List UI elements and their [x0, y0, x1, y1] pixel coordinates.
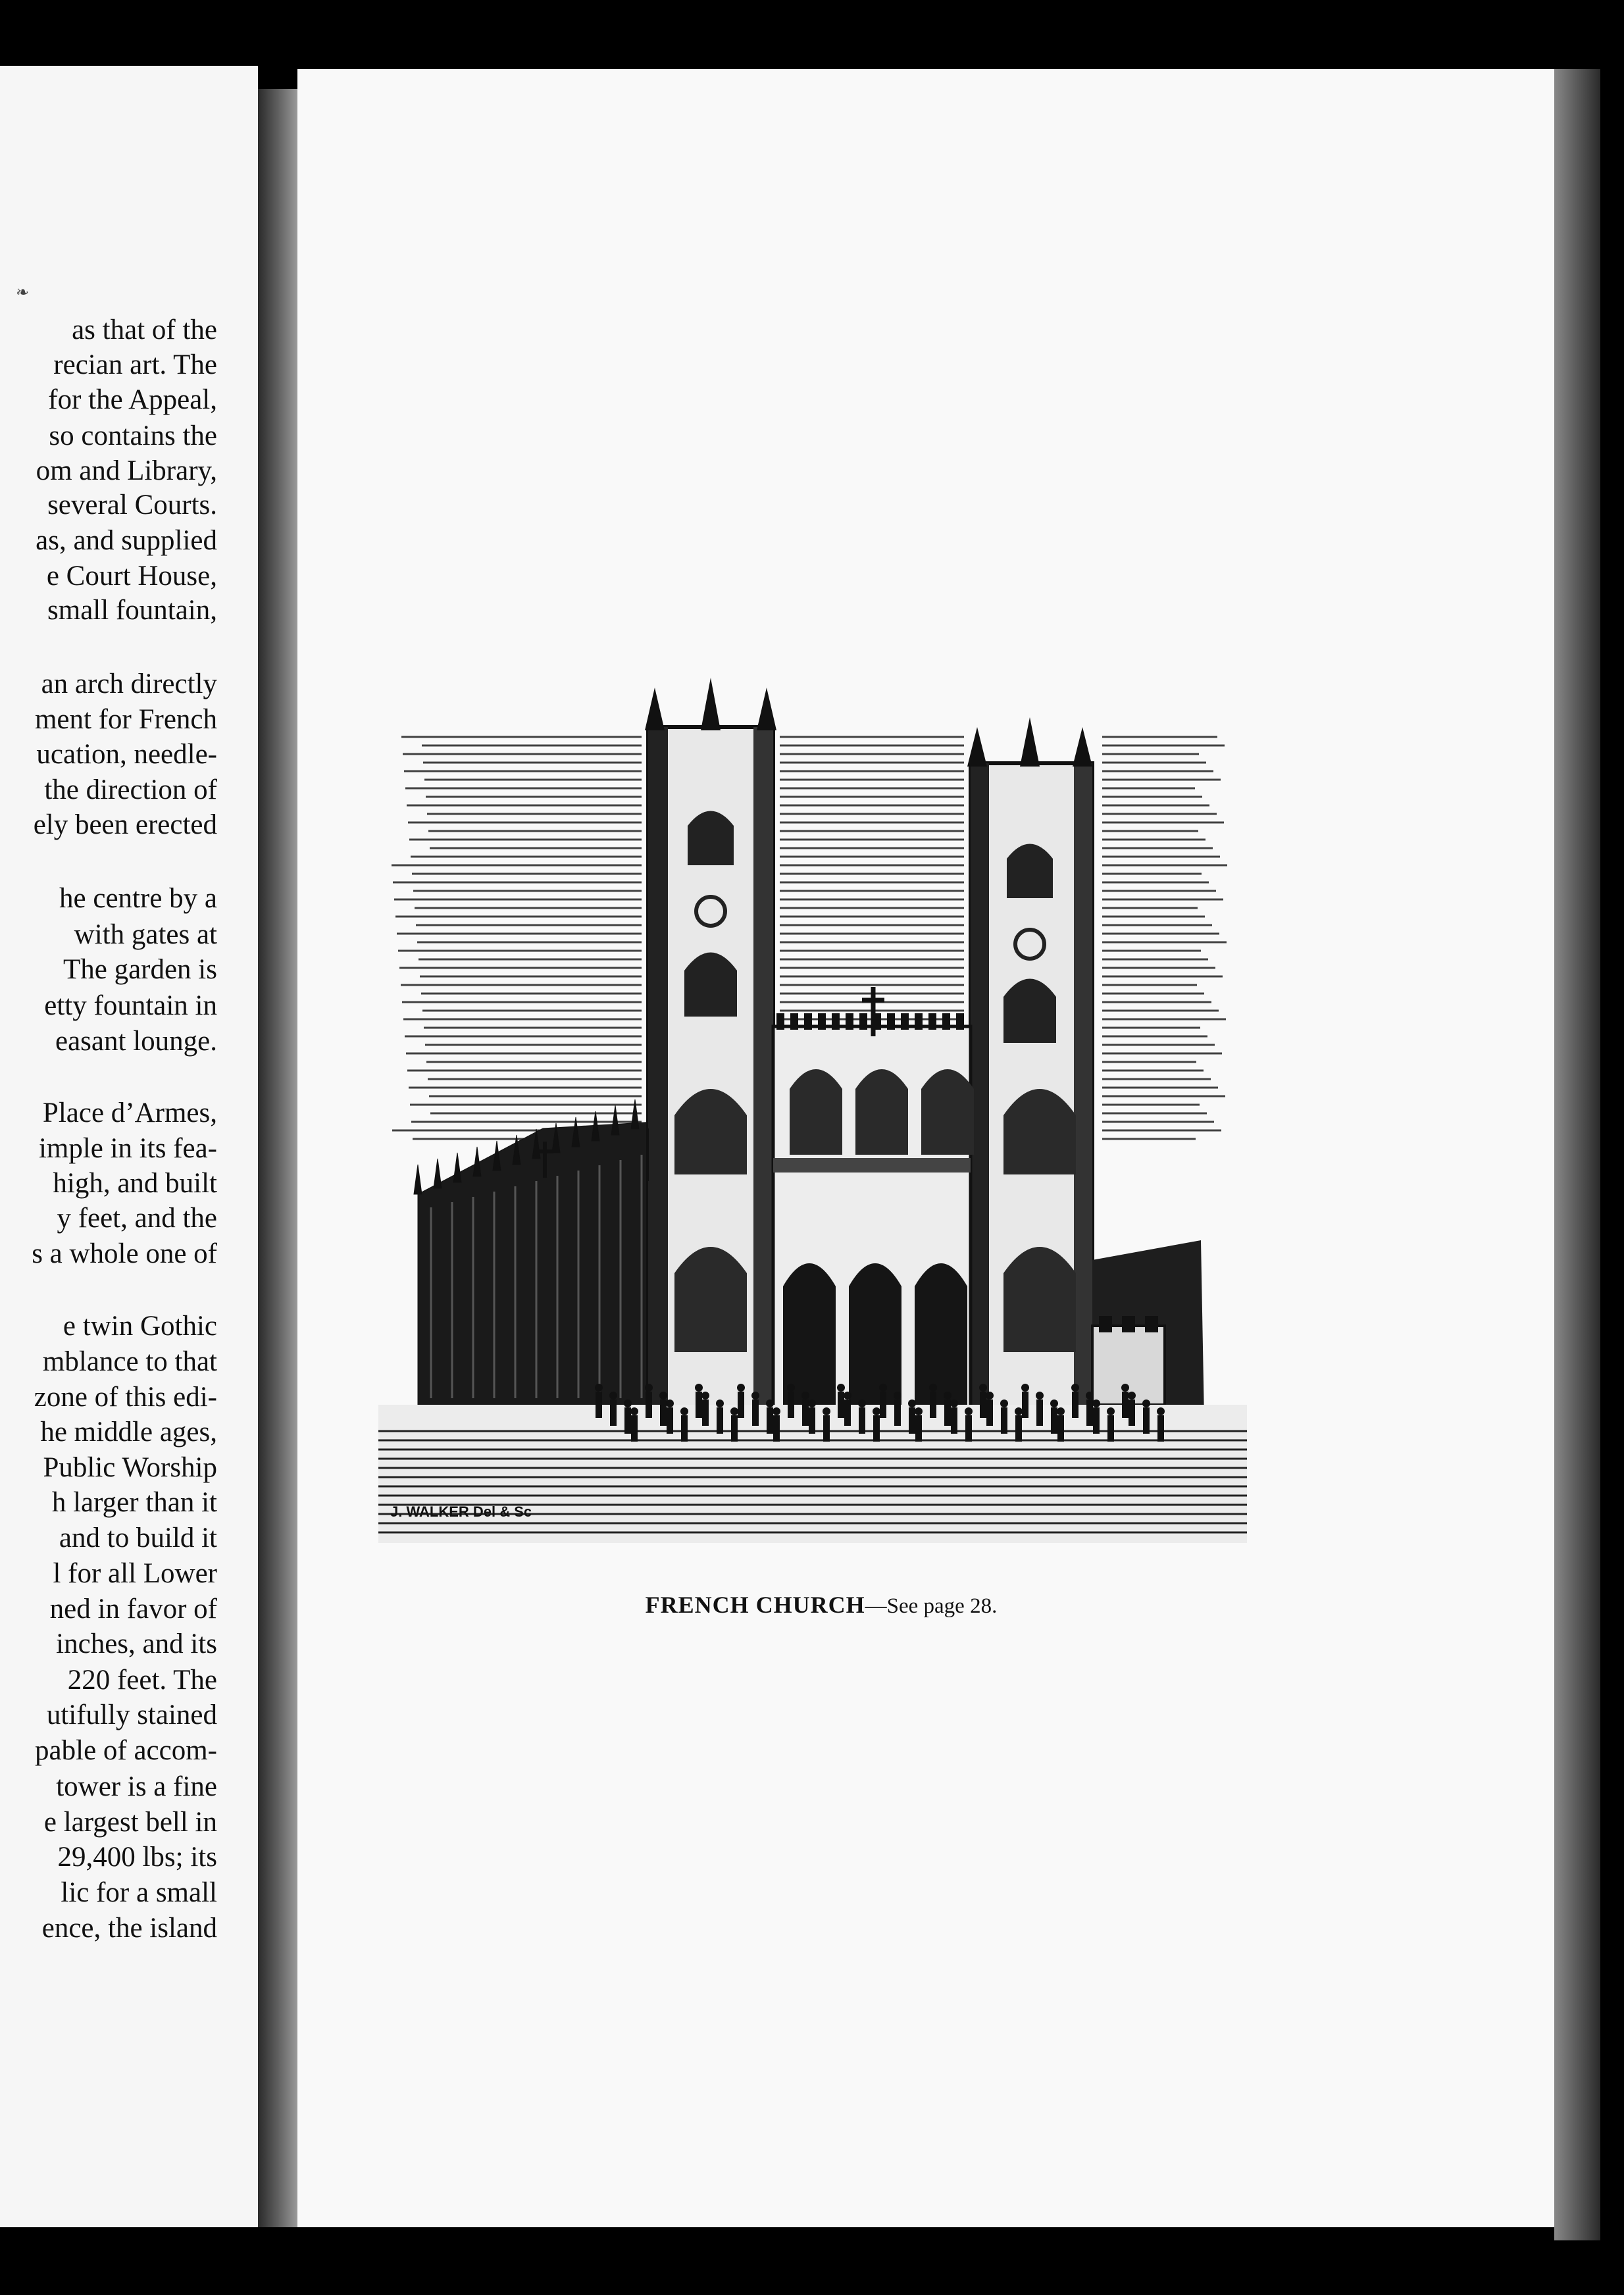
left-page-line: he centre by a: [59, 883, 217, 914]
left-page-line: easant lounge.: [55, 1026, 217, 1057]
left-page-line: Public Worship: [43, 1452, 217, 1483]
left-page-line: recian art. The: [53, 349, 217, 380]
left-page-line: y feet, and the: [57, 1203, 217, 1234]
caption-title: FRENCH CHURCH: [645, 1592, 865, 1618]
left-page-line: and to build it: [59, 1523, 217, 1553]
left-page-line: an arch directly: [41, 668, 217, 699]
left-page-line: so contains the: [49, 420, 217, 451]
page-edge-shadow: [1554, 69, 1600, 2240]
left-page-line: 220 feet. The: [67, 1665, 217, 1696]
right-annex: [1092, 1240, 1204, 1418]
left-page-line: tower is a fine: [56, 1771, 217, 1802]
illustration-caption: [624, 1591, 1019, 1619]
left-page-line: om and Library,: [36, 455, 217, 486]
left-page-line: s a whole one of: [32, 1238, 217, 1269]
left-page-line: etty fountain in: [44, 990, 217, 1021]
left-page-line: ely been erected: [33, 809, 217, 840]
left-page-line: for the Appeal,: [48, 384, 217, 415]
left-page-line: with gates at: [74, 919, 217, 950]
left-page: [0, 66, 258, 2227]
left-page-line: as that of the: [72, 315, 217, 345]
left-page-line: inches, and its: [56, 1628, 217, 1659]
book-gutter: [258, 89, 297, 2227]
left-page-line: mblance to that: [42, 1346, 217, 1377]
left-page-line: h larger than it: [51, 1487, 217, 1518]
left-page-line: utifully stained: [46, 1700, 217, 1730]
left-page-line: several Courts.: [47, 490, 217, 520]
left-page-line: zone of this edi-: [34, 1382, 217, 1413]
caption-page-reference: —See page 28.: [865, 1594, 998, 1618]
left-page-line: pable of accom-: [35, 1735, 217, 1766]
ornament-mark: ❧: [16, 283, 30, 301]
left-page-line: small fountain,: [47, 595, 217, 626]
left-page-line: e largest bell in: [43, 1807, 217, 1838]
left-page-line: Place d’Armes,: [42, 1097, 217, 1128]
left-page-line: ence, the island: [41, 1913, 217, 1944]
left-page-line: e Court House,: [46, 561, 217, 592]
left-page-line: ment for French: [34, 704, 217, 735]
left-page-line: ned in favor of: [49, 1594, 217, 1625]
church-nave: [414, 1099, 655, 1405]
french-church-engraving: [378, 668, 1247, 1559]
left-page-line: he middle ages,: [40, 1417, 217, 1448]
left-page-line: high, and built: [53, 1168, 217, 1199]
left-page-line: The garden is: [63, 954, 217, 985]
left-page-line: imple in its fea-: [38, 1133, 217, 1164]
left-page-line: as, and supplied: [36, 525, 217, 556]
left-page-line: lic for a small: [61, 1877, 217, 1908]
left-page-line: ucation, needle-: [36, 739, 217, 770]
left-page-line: l for all Lower: [53, 1558, 217, 1589]
left-page-line: e twin Gothic: [63, 1311, 217, 1342]
left-page-line: the direction of: [44, 774, 217, 805]
engraver-credit: J. WALKER Del & Sc: [390, 1503, 532, 1520]
left-page-line: 29,400 lbs; its: [57, 1842, 217, 1873]
